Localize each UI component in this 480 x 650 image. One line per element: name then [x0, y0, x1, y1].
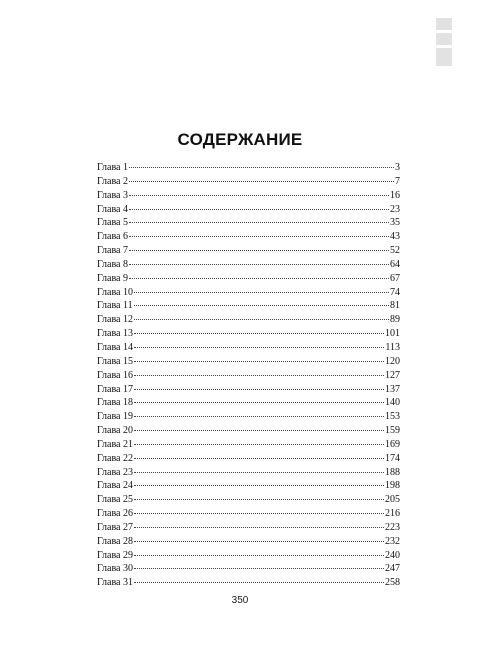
toc-entry-page: 16 [390, 189, 400, 201]
dot-leader [134, 375, 384, 376]
toc-entry[interactable] [97, 479, 400, 493]
toc-entry[interactable] [97, 161, 400, 175]
toc-entry-label: Глава 15 [97, 355, 133, 367]
toc-entry-label: Глава 28 [97, 535, 133, 547]
toc-entry-page: 52 [390, 245, 400, 257]
toc-entry-label: Глава 13 [97, 328, 133, 340]
toc-entry-page: 67 [390, 272, 400, 284]
toc-entry-label: Глава 21 [97, 438, 133, 450]
toc-entry-label: Глава 1 [97, 162, 128, 173]
toc-entry-label: Глава 7 [97, 245, 128, 257]
toc-entry-label: Глава 8 [97, 258, 128, 270]
toc-entry-label: Глава 26 [97, 508, 133, 520]
dot-leader [129, 195, 389, 196]
toc-title: СОДЕРЖАНИЕ [177, 130, 303, 149]
toc-entry-label: Глава 19 [97, 411, 133, 423]
toc-entry-page: 127 [385, 369, 400, 381]
toc-entry-label: Глава 27 [97, 521, 133, 533]
dot-leader [129, 181, 394, 182]
toc-entry[interactable] [97, 313, 400, 327]
toc-entry-label: Глава 4 [97, 203, 128, 215]
toc-entry-label: Глава 22 [97, 452, 133, 464]
toc-entry-label: Глава 25 [97, 494, 133, 506]
dot-leader [129, 209, 389, 210]
dot-leader [134, 430, 384, 431]
dot-leader [129, 167, 394, 168]
toc-entry-page: 101 [385, 328, 400, 340]
toc-entry-page: 120 [385, 355, 400, 367]
toc-entry[interactable] [97, 327, 400, 341]
toc-entry-label: Глава 24 [97, 480, 133, 492]
toc-entry-label: Глава 16 [97, 369, 133, 381]
toc-entry-page: 232 [385, 535, 400, 547]
toc-entry-page: 35 [390, 217, 400, 229]
toc-entry[interactable] [97, 258, 400, 272]
toc-entry-page: 258 [385, 577, 400, 589]
toc-entry[interactable] [97, 203, 400, 217]
toc-entry[interactable] [97, 521, 400, 535]
toc-entry[interactable] [97, 286, 400, 300]
toc-entry-page: 169 [385, 438, 400, 450]
toc-entry-label: Глава 18 [97, 397, 133, 409]
dot-leader [134, 555, 384, 556]
toc-entry[interactable] [97, 189, 400, 203]
dot-leader [134, 472, 384, 473]
toc-entry-page: 3 [395, 162, 400, 173]
page-number: 350 [231, 595, 249, 606]
toc-entry-label: Глава 9 [97, 272, 128, 284]
toc-entry-label: Глава 5 [97, 217, 128, 229]
toc-entry[interactable] [97, 244, 400, 258]
toc-entry-page: 153 [385, 411, 400, 423]
dot-leader [134, 292, 389, 293]
toc-entry-page: 23 [390, 203, 400, 215]
toc-entry-label: Глава 30 [97, 563, 133, 575]
dot-leader [134, 582, 384, 583]
dot-leader [134, 319, 389, 320]
toc-entry-page: 247 [385, 563, 400, 575]
dot-leader [134, 305, 389, 306]
toc-entry[interactable] [97, 410, 400, 424]
toc-entry-label: Глава 6 [97, 231, 128, 243]
toc-entry[interactable] [97, 299, 400, 313]
toc-entry-label: Глава 14 [97, 341, 133, 353]
dot-leader [134, 485, 384, 486]
dot-leader [134, 416, 384, 417]
toc-entry-page: 113 [385, 341, 400, 353]
dot-leader [134, 527, 384, 528]
toc-entry-page: 43 [390, 231, 400, 243]
toc-entry[interactable] [97, 175, 400, 189]
toc-entry-page: 81 [390, 300, 400, 312]
dot-leader [134, 347, 384, 348]
toc-entry-page: 159 [385, 425, 400, 437]
toc-entry-label: Глава 17 [97, 383, 133, 395]
toc-entry-page: 216 [385, 508, 400, 520]
toc-entry-label: Глава 11 [97, 300, 133, 312]
thumb-index-marker [436, 18, 452, 66]
toc-entry-label: Глава 23 [97, 466, 133, 478]
dot-leader [134, 513, 384, 514]
dot-leader [129, 236, 389, 237]
toc-entry[interactable] [97, 535, 400, 549]
dot-leader [134, 458, 384, 459]
toc-entry[interactable] [97, 369, 400, 383]
dot-leader [129, 222, 389, 223]
dot-leader [129, 264, 389, 265]
dot-leader [134, 333, 384, 334]
toc-entry-label: Глава 29 [97, 549, 133, 561]
toc-entry-page: 137 [385, 383, 400, 395]
dot-leader [134, 444, 384, 445]
dot-leader [134, 541, 384, 542]
toc-entry-page: 64 [390, 258, 400, 270]
dot-leader [129, 250, 389, 251]
toc-entry[interactable] [97, 452, 400, 466]
toc-entry-page: 223 [385, 521, 400, 533]
toc-entry-label: Глава 3 [97, 189, 128, 201]
toc-entry[interactable] [97, 424, 400, 438]
table-of-contents [97, 161, 400, 590]
toc-entry[interactable] [97, 216, 400, 230]
dot-leader [134, 568, 384, 569]
toc-entry[interactable] [97, 272, 400, 286]
toc-entry[interactable] [97, 341, 400, 355]
toc-entry-page: 198 [385, 480, 400, 492]
toc-entry[interactable] [97, 383, 400, 397]
toc-entry-page: 188 [385, 466, 400, 478]
toc-entry[interactable] [97, 576, 400, 590]
toc-entry[interactable] [97, 438, 400, 452]
toc-entry-page: 7 [395, 175, 400, 187]
toc-entry-page: 89 [390, 314, 400, 326]
dot-leader [134, 402, 384, 403]
thumb-index-tab [436, 33, 452, 45]
dot-leader [134, 361, 384, 362]
toc-entry-label: Глава 2 [97, 175, 128, 187]
toc-entry[interactable] [97, 562, 400, 576]
toc-entry[interactable] [97, 230, 400, 244]
toc-entry[interactable] [97, 549, 400, 563]
toc-entry-page: 74 [390, 286, 400, 298]
toc-entry-label: Глава 10 [97, 286, 133, 298]
toc-entry-label: Глава 31 [97, 577, 133, 589]
dot-leader [134, 499, 384, 500]
toc-entry[interactable] [97, 466, 400, 480]
thumb-index-tab [436, 18, 452, 30]
dot-leader [129, 278, 389, 279]
toc-entry-page: 174 [385, 452, 400, 464]
toc-entry-label: Глава 12 [97, 314, 133, 326]
dot-leader [134, 389, 384, 390]
toc-entry[interactable] [97, 396, 400, 410]
toc-entry-label: Глава 20 [97, 425, 133, 437]
toc-entry[interactable] [97, 355, 400, 369]
thumb-index-tab [436, 48, 452, 66]
toc-entry-page: 240 [385, 549, 400, 561]
toc-entry-page: 140 [385, 397, 400, 409]
toc-entry-page: 205 [385, 494, 400, 506]
toc-entry[interactable] [97, 493, 400, 507]
toc-entry[interactable] [97, 507, 400, 521]
